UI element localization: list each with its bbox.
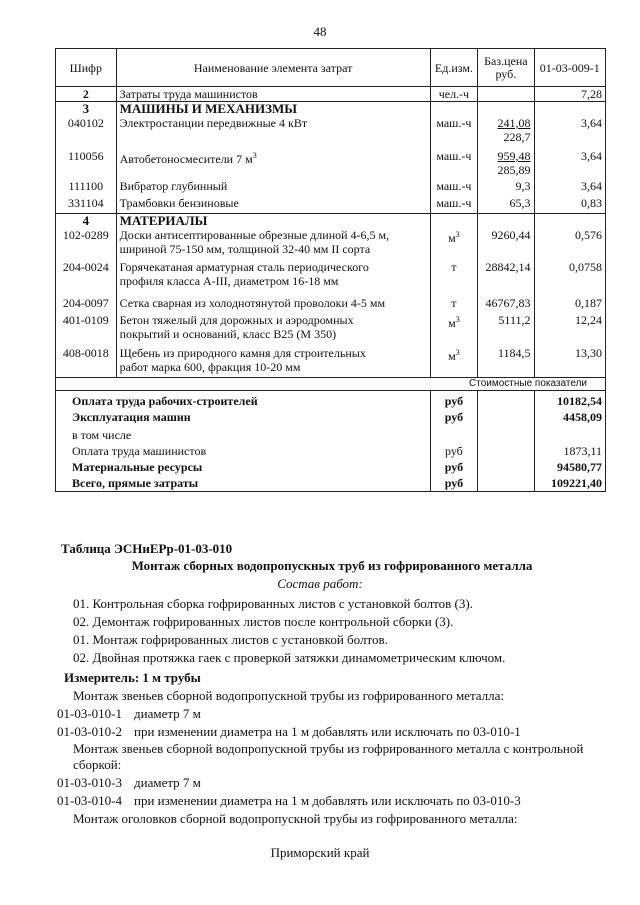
row-unit: маш.-ч — [430, 116, 478, 146]
summary-value: 10182,54 — [534, 391, 605, 409]
header-code: Шифр — [56, 49, 117, 87]
table-title: Таблица ЭСНиЕРр-01-03-010 — [61, 541, 233, 556]
row-name: Щебень из природного камня для строительных — [119, 345, 366, 360]
summary-value: 94580,77 — [534, 458, 605, 474]
group-title-cont: сборкой: — [73, 757, 122, 772]
norm-code: 01-03-010-2 — [57, 724, 122, 739]
summary-unit: руб — [430, 391, 478, 409]
norm-code: 01-03-010-1 — [57, 706, 122, 721]
row-price-alt: 228,7 — [503, 130, 531, 144]
cost-table — [55, 48, 606, 492]
row-code: 204-0024 — [56, 260, 117, 292]
summary-label: Всего, прямые затраты — [56, 474, 431, 491]
composition-title: Состав работ: — [277, 576, 363, 591]
header-norm: 01-03-009-1 — [534, 49, 605, 87]
row-unit: т — [430, 292, 478, 313]
row-code: 408-0018 — [56, 344, 117, 378]
section-title: МАТЕРИАЛЫ — [116, 213, 430, 228]
summary-row — [56, 458, 606, 474]
row-price: 65,3 — [478, 196, 534, 213]
section-header-row — [56, 213, 606, 228]
row-unit-sup: 3 — [455, 347, 460, 357]
row-name: Вибратор глубинный — [116, 179, 430, 196]
row-value: 0,83 — [534, 196, 605, 213]
row-value: 0,0758 — [534, 260, 605, 292]
row-value: 0,187 — [534, 292, 605, 313]
norm-text: при изменении диаметра на 1 м добавлять или исключать по 03-010-1 — [134, 724, 521, 739]
summary-label: Эксплуатация машин — [56, 408, 431, 426]
row-unit: маш.-ч — [430, 146, 478, 179]
row-unit-sup: 3 — [455, 314, 460, 324]
row-value: 12,24 — [534, 313, 605, 344]
row-value: 13,30 — [534, 344, 605, 378]
norm-text: при изменении диаметра на 1 м добавлять или исключать по 03-010-3 — [134, 793, 521, 808]
row-name: Затраты труда машинистов — [116, 87, 430, 102]
summary-label: Материальные ресурсы — [56, 458, 431, 474]
page-number: 48 — [313, 24, 327, 39]
row-price: 46767,83 — [478, 292, 534, 313]
section-num: 3 — [56, 102, 117, 117]
row-unit-sup: 3 — [455, 229, 460, 239]
row-unit: м — [448, 348, 456, 363]
header-unit: Ед.изм. — [430, 49, 478, 87]
row-code: 110056 — [56, 146, 117, 179]
page-footer: Приморский край — [270, 845, 370, 860]
row-name: Горячекатаная арматурная сталь периодического — [119, 259, 369, 274]
row-price: 1184,5 — [478, 344, 534, 378]
row-name: Сетка сварная из холоднотянутой проволоки 4-5 мм — [116, 292, 430, 313]
summary-value: 109221,40 — [534, 474, 605, 491]
group-title: Монтаж оголовков сборной водопропускной трубы из гофрированного металла: — [73, 811, 518, 826]
group-title: Монтаж звеньев сборной водопропускной трубы из гофрированного металла с контрольной — [73, 741, 584, 756]
summary-row — [56, 474, 606, 491]
section-num: 4 — [56, 213, 117, 228]
norm-code: 01-03-010-4 — [57, 793, 122, 808]
table-row — [56, 313, 606, 344]
row-code: 111100 — [56, 179, 117, 196]
row-unit: маш.-ч — [430, 179, 478, 196]
row-unit: чел.-ч — [430, 87, 478, 102]
row-code: 040102 — [56, 116, 117, 146]
row-price: 241,08 — [497, 116, 531, 130]
section-header-row — [56, 102, 606, 117]
row-name-2: покрытий и оснований, класс B25 (М 350) — [119, 326, 337, 341]
table-header-row — [56, 49, 606, 87]
row-price: 28842,14 — [478, 260, 534, 292]
row-price: 959,48 — [497, 149, 531, 163]
row-name: Доски антисептированные обрезные длиной 4-6,5 м, — [119, 227, 390, 242]
summary-row — [56, 426, 606, 442]
table-row — [56, 196, 606, 213]
cost-indicators-row — [56, 378, 606, 391]
step-item: 01. Монтаж гофрированных листов с установкой болтов. — [73, 632, 388, 647]
row-value: 3,64 — [534, 179, 605, 196]
step-item: 02. Демонтаж гофрированных листов после контрольной сборки (3). — [73, 614, 454, 629]
summary-unit: руб — [430, 408, 478, 426]
row-unit: маш.-ч — [430, 196, 478, 213]
row-value: 7,28 — [534, 87, 605, 102]
row-code: 204-0097 — [56, 292, 117, 313]
step-item: 01. Контрольная сборка гофрированных листов с установкой болтов (3). — [73, 596, 473, 611]
row-name-2: профиля класса А-III, диаметром 16-18 мм — [119, 273, 339, 288]
summary-value: 1873,11 — [534, 442, 605, 458]
header-name: Наименование элемента затрат — [116, 49, 430, 87]
row-name: Бетон тяжелый для дорожных и аэродромных — [119, 312, 354, 327]
table-row — [56, 260, 606, 292]
summary-label: Оплата труда рабочих-строителей — [56, 391, 431, 409]
row-name: Трамбовки бензиновые — [116, 196, 430, 213]
summary-value: 4458,09 — [534, 408, 605, 426]
row-price: 5111,2 — [478, 313, 534, 344]
table-row — [56, 146, 606, 179]
cost-indicators-label: Стоимостные показатели — [56, 378, 606, 391]
summary-unit: руб — [430, 474, 478, 491]
row-code: 401-0109 — [56, 313, 117, 344]
row-name-2: работ марка 600, фракция 10-20 мм — [119, 359, 301, 374]
section-heading: Монтаж сборных водопропускных труб из гофрированного металла — [131, 558, 533, 573]
table-row — [56, 87, 606, 102]
row-value: 0,576 — [534, 228, 605, 260]
table-row — [56, 292, 606, 313]
row-name-2: шириной 75-150 мм, толщиной 32-40 мм II сорта — [119, 241, 371, 256]
table-row — [56, 179, 606, 196]
row-price-alt: 285,89 — [497, 163, 531, 177]
summary-unit: руб — [430, 458, 478, 474]
row-unit: м — [448, 315, 456, 330]
table-row — [56, 228, 606, 260]
section-title: МАШИНЫ И МЕХАНИЗМЫ — [116, 102, 430, 117]
norm-code: 01-03-010-3 — [57, 775, 122, 790]
row-unit: м — [448, 230, 456, 245]
summary-row — [56, 391, 606, 409]
row-code: 102-0289 — [56, 228, 117, 260]
row-value: 3,64 — [534, 116, 605, 146]
row-value: 3,64 — [534, 146, 605, 179]
summary-unit: руб — [430, 442, 478, 458]
row-price: 9,3 — [478, 179, 534, 196]
summary-row — [56, 408, 606, 426]
table-row — [56, 344, 606, 378]
step-item: 02. Двойная протяжка гаек с проверкой затяжки динамометрическим ключом. — [73, 650, 506, 665]
summary-label: Оплата труда машинистов — [56, 442, 431, 458]
row-price: 9260,44 — [478, 228, 534, 260]
norm-text: диаметр 7 м — [134, 775, 201, 790]
row-name: Автобетоносмесители 7 м — [119, 152, 253, 166]
meter-label: Измеритель: 1 м трубы — [64, 670, 201, 685]
row-num: 2 — [56, 87, 117, 102]
header-price: Баз.цена руб. — [478, 49, 534, 87]
summary-row — [56, 442, 606, 458]
row-name: Электростанции передвижные 4 кВт — [116, 116, 430, 146]
table-row — [56, 116, 606, 146]
group-title: Монтаж звеньев сборной водопропускной трубы из гофрированного металла: — [73, 688, 505, 703]
summary-label: в том числе — [56, 426, 431, 442]
norm-text: диаметр 7 м — [134, 706, 201, 721]
row-unit: т — [430, 260, 478, 292]
row-code: 331104 — [56, 196, 117, 213]
row-name-sup: 3 — [252, 151, 257, 160]
